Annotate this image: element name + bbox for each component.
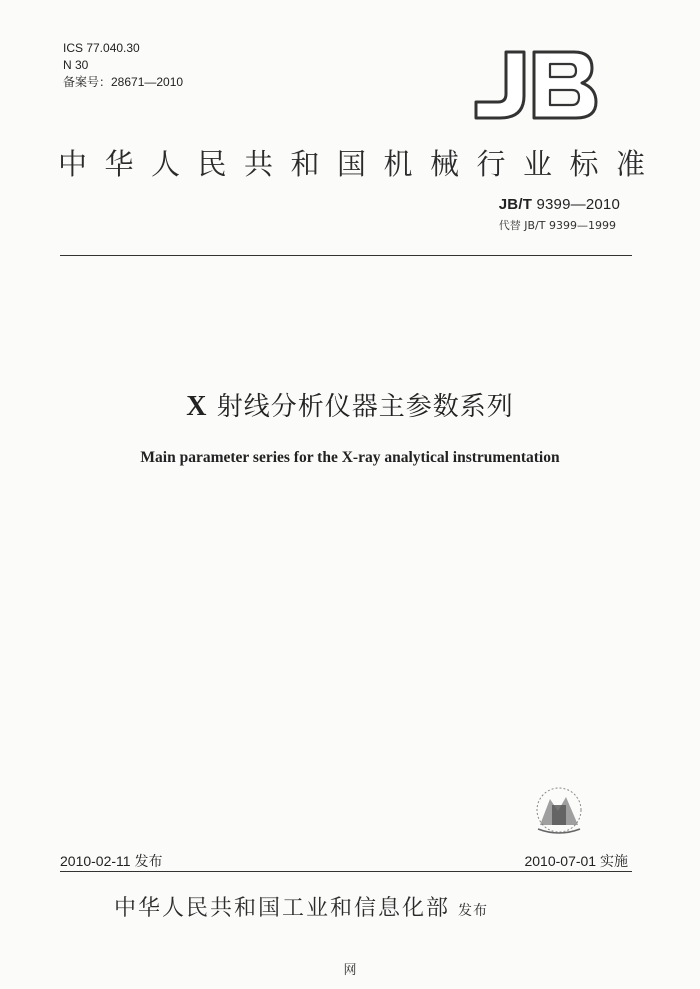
title-x-letter: X (186, 391, 208, 422)
ics-code: ICS 77.040.30 (63, 41, 140, 55)
ccs-code: N 30 (63, 58, 89, 72)
record-number: 备案号：28671—2010 (63, 75, 184, 89)
implementation-date: 2010-07-01 实施 (524, 853, 628, 869)
issuer-suffix: 发布 (458, 903, 489, 919)
issuing-authority (114, 891, 488, 922)
publisher-seal-icon (528, 785, 590, 835)
standard-code-prefix: JB/T (498, 196, 533, 213)
standard-number-block (499, 196, 620, 233)
document-title-chinese (0, 386, 700, 423)
industry-standard-title: 中华人民共和国机械行业标准 (58, 147, 663, 181)
classification-block (63, 40, 183, 91)
footer-divider (60, 871, 632, 872)
replaces-note: 代替 JB/T 9399—1999 (498, 219, 616, 232)
document-title-english: Main parameter series for the X-ray analytical instrumentation (140, 449, 560, 466)
issuer-name: 中华人民共和国工业和信息化部 (114, 896, 451, 921)
jb-logo (466, 46, 602, 126)
title-chinese-text: 射线分析仪器主参数系列 (216, 392, 514, 422)
standard-code (499, 196, 620, 213)
footer-mark: 网 (343, 963, 357, 978)
publish-date: 2010-02-11 发布 (60, 853, 163, 869)
header-divider (60, 255, 632, 256)
standard-code-number: 9399—2010 (536, 196, 620, 213)
